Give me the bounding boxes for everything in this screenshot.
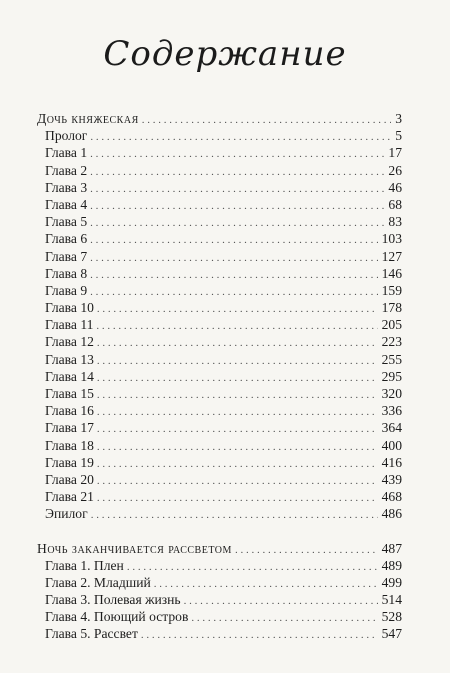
toc-chapter-entry-page-number: 499 [381,574,402,590]
toc-chapter-entry-page-number: 223 [381,334,402,350]
toc-chapter-entry-page-number: 416 [381,454,402,470]
toc-chapter-entry-label: Глава 1. Плен [45,557,124,573]
table-of-contents [37,110,402,643]
toc-chapter-entry-page-number: 295 [381,368,402,384]
toc-part-heading-label: Дочь княжеская [37,111,139,126]
toc-chapter-entry [37,213,402,230]
toc-chapter-entry-page-number: 127 [381,248,402,264]
toc-chapter-entry-page-number: 336 [381,403,402,419]
toc-chapter-entry-page-number: 468 [381,489,402,505]
toc-chapter-entry-page-number: 17 [388,145,402,161]
part-separator [37,523,402,540]
toc-chapter-entry [37,230,402,247]
toc-chapter-entry-page-number: 159 [381,282,402,298]
toc-chapter-entry-label: Глава 14 [45,368,94,384]
toc-chapter-entry-page-number: 514 [381,592,402,608]
toc-chapter-entry-page-number: 547 [381,626,402,642]
toc-chapter-entry-label: Глава 8 [45,265,88,281]
toc-chapter-entry [37,316,402,333]
toc-chapter-entry-label: Глава 7 [45,248,88,264]
page-title: Содержание [103,34,347,74]
toc-chapter-entry-page-number: 146 [381,265,402,281]
toc-chapter-entry-page-number: 439 [381,471,402,487]
toc-chapter-entry-label: Глава 11 [45,317,94,333]
toc-chapter-entry-page-number: 489 [381,557,402,573]
toc-chapter-entry-label: Глава 4. Поющий остров [45,609,189,625]
toc-chapter-entry-label: Глава 19 [45,454,94,470]
toc-chapter-entry-label: Глава 16 [45,403,94,419]
toc-chapter-entry-label: Глава 4 [45,196,88,212]
toc-chapter-entry [37,385,402,402]
toc-chapter-entry-page-number: 178 [381,300,402,316]
toc-chapter-entry-label: Глава 18 [45,437,94,453]
toc-chapter-entry [37,196,402,213]
toc-chapter-entry [37,179,402,196]
toc-chapter-entry [37,162,402,179]
dot-leader [141,627,378,644]
toc-chapter-entry-page-number: 364 [381,420,402,436]
toc-chapter-entry-page-number: 400 [381,437,402,453]
toc-chapter-entry-label: Глава 15 [45,386,94,401]
toc-chapter-entry-label: Глава 20 [45,471,94,487]
toc-chapter-entry-page-number: 5 [395,128,402,144]
toc-chapter-entry-label: Глава 17 [45,420,94,436]
toc-chapter-entry-label: Глава 3 [45,179,88,195]
toc-chapter-entry-page-number: 320 [381,386,402,401]
toc-chapter-entry-label: Глава 12 [45,334,94,350]
toc-chapter-entry-label: Глава 2 [45,162,88,178]
toc-chapter-entry-label: Глава 9 [45,282,88,298]
toc-chapter-entry [37,282,402,299]
toc-chapter-entry [37,471,402,488]
toc-chapter-entry [37,505,402,522]
toc-chapter-entry [37,402,402,419]
toc-chapter-entry-page-number: 83 [388,214,402,230]
toc-part-heading [37,540,402,557]
toc-chapter-entry [37,419,402,436]
toc-chapter-entry [37,608,402,625]
toc-chapter-entry-page-number: 26 [388,162,402,178]
toc-chapter-entry-page-number: 528 [381,609,402,625]
dot-leader [91,507,378,524]
toc-chapter-entry-label: Глава 6 [45,231,88,247]
toc-chapter-entry [37,351,402,368]
toc-chapter-entry [37,625,402,642]
toc-chapter-entry-page-number: 68 [388,196,402,212]
toc-chapter-entry [37,488,402,505]
toc-chapter-entry-label: Глава 1 [45,145,88,161]
toc-chapter-entry [37,574,402,591]
toc-chapter-entry [37,248,402,265]
toc-chapter-entry-label: Глава 10 [45,300,94,316]
toc-chapter-entry-label: Глава 3. Полевая жизнь [45,592,181,608]
toc-chapter-entry [37,299,402,316]
toc-chapter-entry [37,144,402,161]
toc-chapter-entry [37,557,402,574]
toc-chapter-entry-page-number: 255 [381,351,402,367]
toc-chapter-entry-page-number: 46 [388,179,402,195]
toc-chapter-entry-page-number: 103 [381,231,402,247]
toc-chapter-entry-page-number: 486 [381,506,402,522]
toc-chapter-entry [37,333,402,350]
toc-chapter-entry [37,127,402,144]
toc-chapter-entry-page-number: 205 [381,317,402,333]
toc-chapter-entry-label: Пролог [45,128,88,144]
toc-part-heading [37,110,402,127]
toc-chapter-entry [37,591,402,608]
toc-chapter-entry [37,265,402,282]
toc-chapter-entry-label: Глава 21 [45,489,94,505]
toc-part-heading-label: Ночь заканчивается рассветом [37,540,232,556]
toc-part-heading-page-number: 3 [395,111,402,126]
toc-chapter-entry [37,437,402,454]
toc-part-heading-page-number: 487 [381,540,402,556]
toc-chapter-entry [37,454,402,471]
toc-chapter-entry-label: Глава 5 [45,214,88,230]
toc-chapter-entry [37,368,402,385]
toc-chapter-entry-label: Эпилог [45,506,88,522]
toc-chapter-entry-label: Глава 5. Рассвет [45,626,138,642]
toc-chapter-entry-label: Глава 2. Младший [45,574,151,590]
toc-chapter-entry-label: Глава 13 [45,351,94,367]
